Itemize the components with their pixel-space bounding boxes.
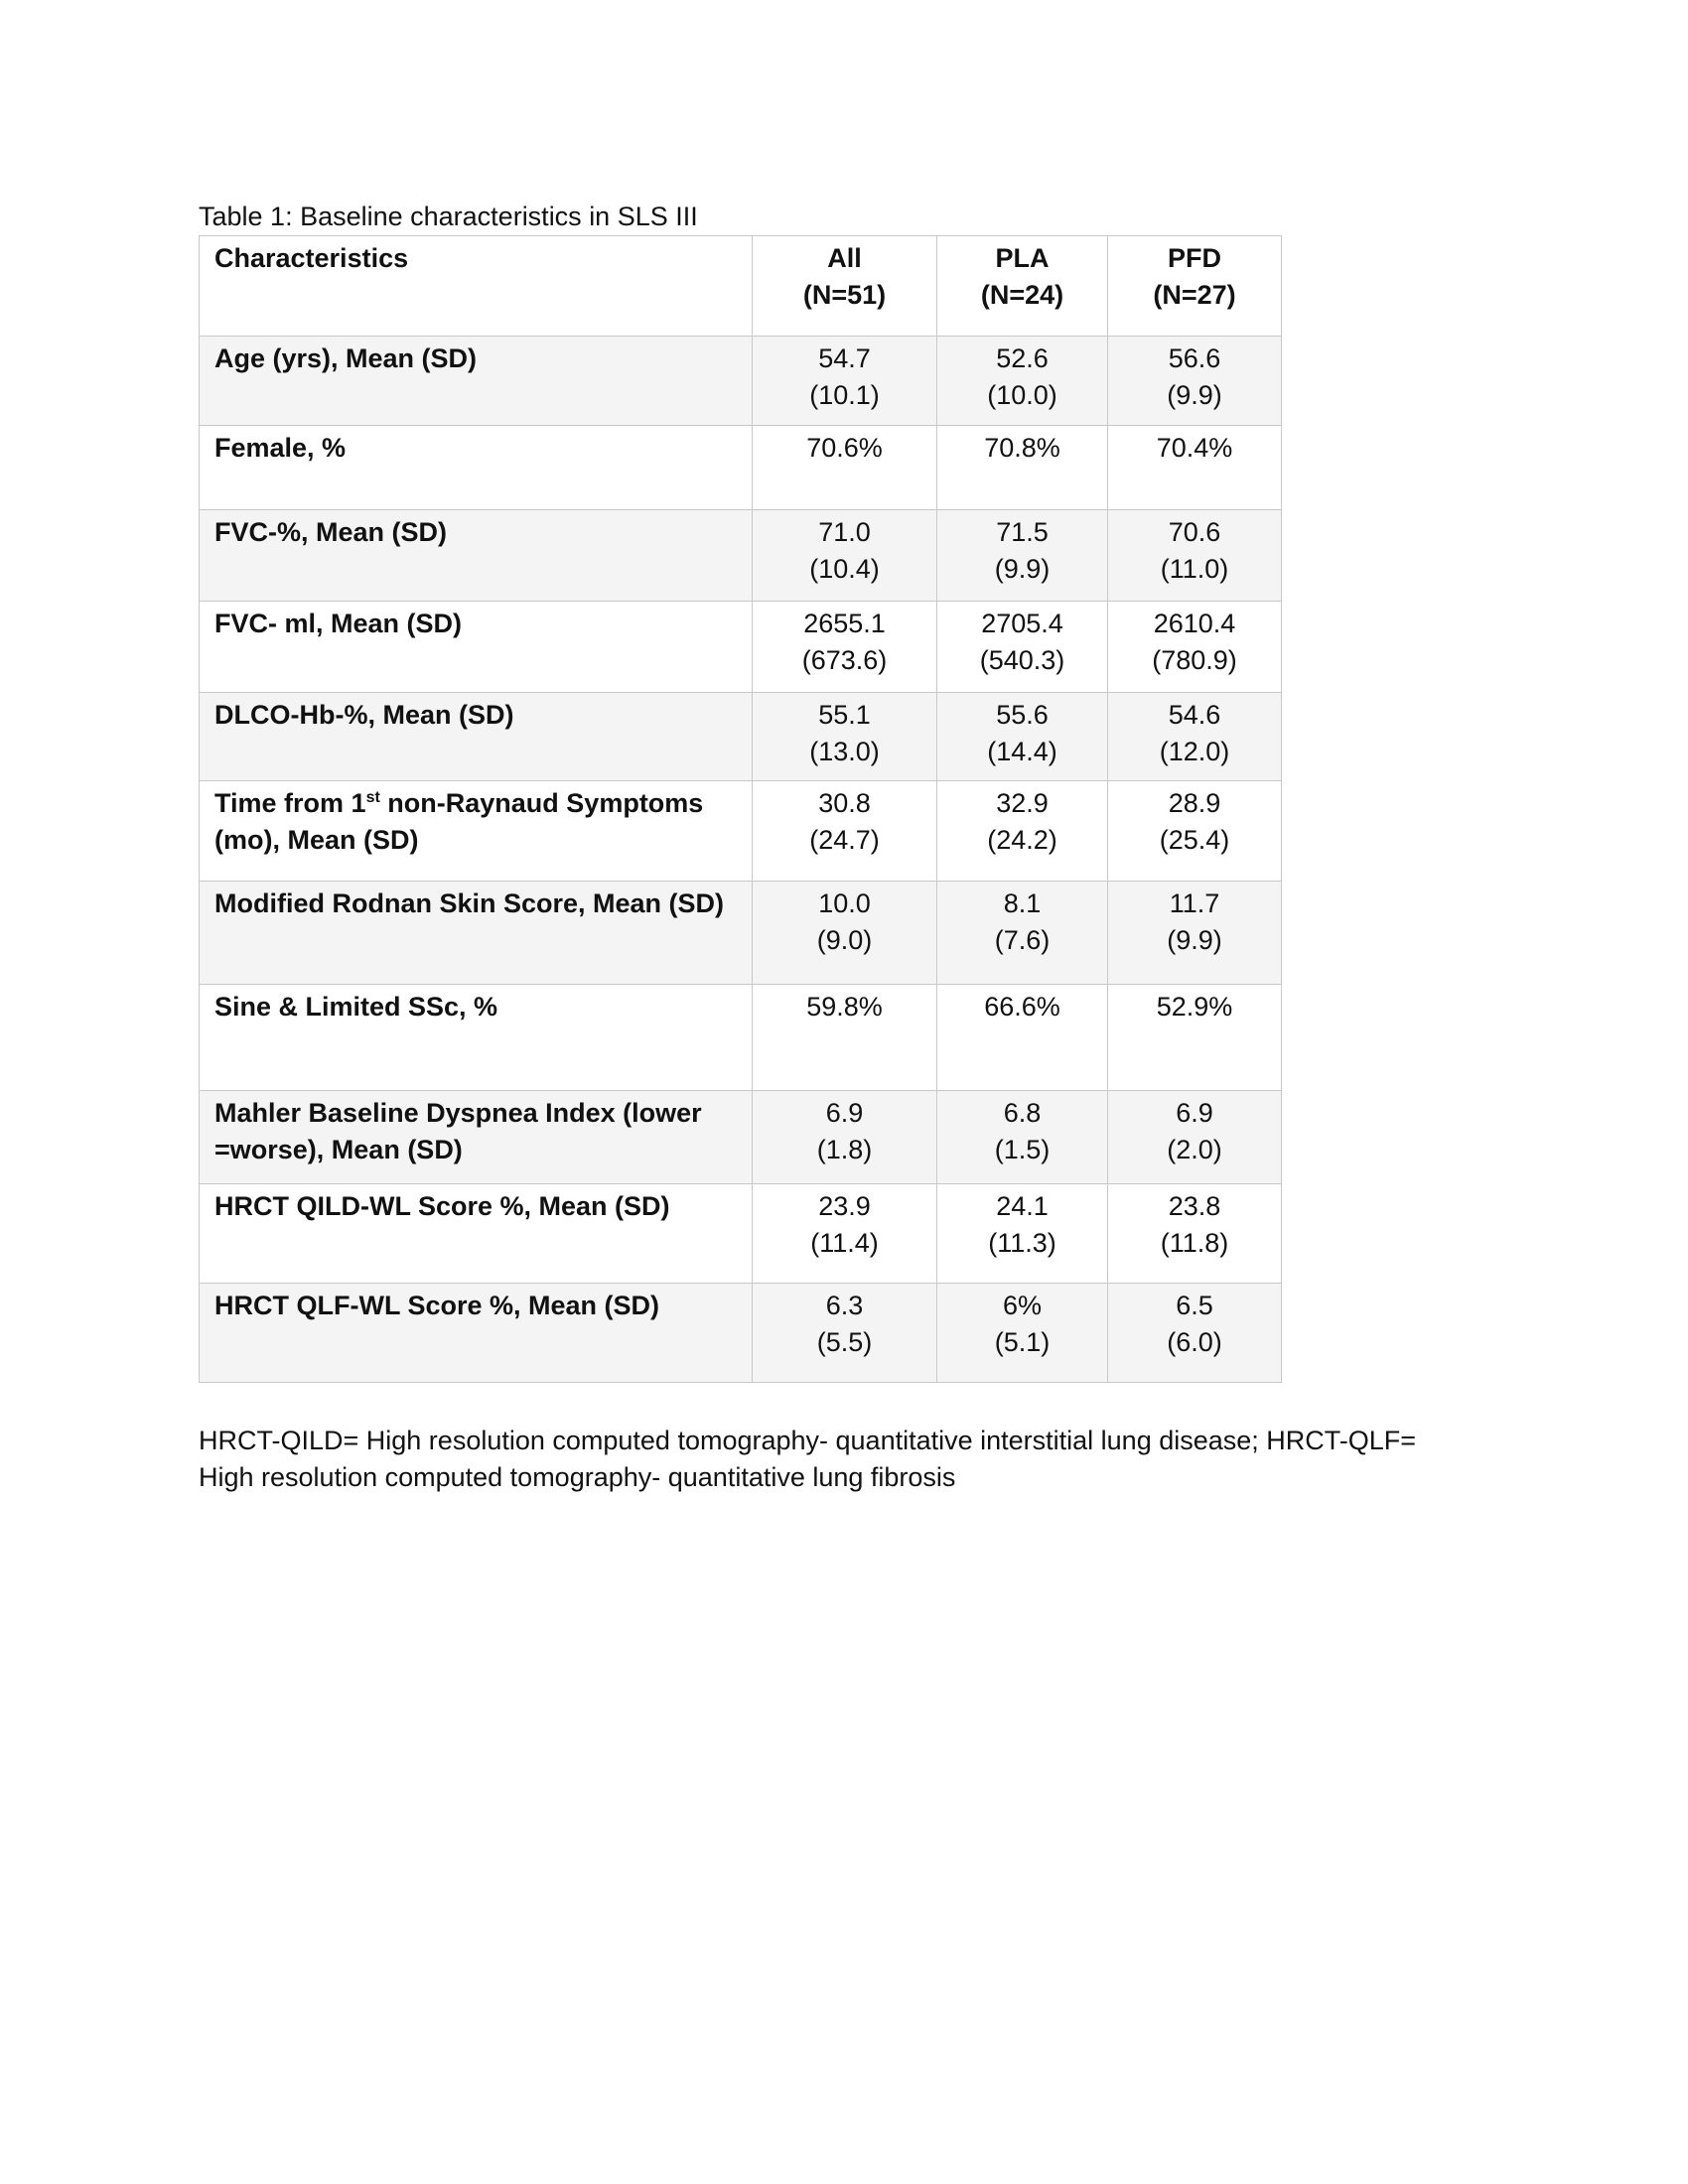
table-row: [200, 510, 1282, 602]
value-cell-all: [753, 985, 937, 1091]
value-cell-pla: [937, 1091, 1108, 1184]
value-cell-all: [753, 1284, 937, 1383]
value-percent: 70.8%: [984, 433, 1060, 463]
table-row: [200, 426, 1282, 510]
column-header-all: [753, 236, 937, 337]
value-sd: (9.9): [1167, 925, 1222, 955]
value-mean: 11.7: [1169, 888, 1220, 918]
value-cell-pfd: [1108, 882, 1282, 985]
row-label-line-1: [214, 785, 742, 822]
value-sd: (10.1): [809, 380, 880, 410]
value-cell-pla: [937, 693, 1108, 781]
column-header-characteristics: Characteristics: [200, 236, 753, 337]
value-mean: 71.0: [818, 517, 871, 547]
value-mean: 10.0: [818, 888, 871, 918]
value-cell-all: [753, 602, 937, 693]
value-cell-all: [753, 510, 937, 602]
row-label-suffix: non-Raynaud Symptoms: [379, 788, 704, 818]
value-mean: 2610.4: [1153, 609, 1236, 638]
value-sd: (5.1): [994, 1327, 1051, 1357]
row-label: [200, 781, 753, 882]
column-header-pfd: [1108, 236, 1282, 337]
row-label: FVC- ml, Mean (SD): [200, 602, 753, 693]
value-sd: (1.5): [994, 1135, 1051, 1164]
value-mean: 6%: [1002, 1291, 1043, 1320]
value-cell-all: [753, 1184, 937, 1284]
value-sd: (9.0): [816, 925, 873, 955]
value-sd: (11.8): [1160, 1228, 1229, 1258]
value-sd: (11.0): [1160, 554, 1229, 584]
value-mean: 54.7: [818, 343, 871, 373]
value-mean: 55.6: [996, 700, 1049, 730]
row-label-line-1: Mahler Baseline Dyspnea Index (lower: [214, 1098, 702, 1128]
value-cell-pla: [937, 882, 1108, 985]
value-cell-all: [753, 882, 937, 985]
value-mean: 23.9: [818, 1191, 871, 1221]
value-cell-pfd: [1108, 510, 1282, 602]
row-label-line-2: =worse), Mean (SD): [214, 1135, 463, 1164]
value-mean: 2705.4: [981, 609, 1063, 638]
value-cell-pfd: [1108, 426, 1282, 510]
value-mean: 2655.1: [803, 609, 886, 638]
value-sd: (10.0): [987, 380, 1057, 410]
column-header-n: (N=51): [802, 280, 887, 310]
table-row: [200, 781, 1282, 882]
baseline-characteristics-table: [199, 235, 1282, 1383]
table-footnote: [199, 1423, 1509, 1496]
value-mean: 56.6: [1168, 343, 1221, 373]
value-mean: 6.8: [1003, 1098, 1042, 1128]
value-cell-pla: [937, 781, 1108, 882]
value-mean: 55.1: [818, 700, 871, 730]
table-row: [200, 882, 1282, 985]
value-cell-pfd: [1108, 985, 1282, 1091]
table-row: [200, 1184, 1282, 1284]
value-percent: 70.6%: [806, 433, 883, 463]
column-header-n: (N=27): [1153, 280, 1236, 310]
column-header-name: PLA: [995, 243, 1050, 273]
value-percent: 52.9%: [1156, 992, 1233, 1022]
row-label: Sine & Limited SSc, %: [200, 985, 753, 1091]
value-mean: 52.6: [996, 343, 1049, 373]
row-label-line-2: (mo), Mean (SD): [214, 825, 419, 855]
row-label: Modified Rodnan Skin Score, Mean (SD): [200, 882, 753, 985]
value-mean: 6.9: [825, 1098, 864, 1128]
value-sd: (780.9): [1152, 645, 1237, 675]
value-sd: (13.0): [809, 737, 880, 766]
value-percent: 66.6%: [984, 992, 1060, 1022]
value-cell-pfd: [1108, 781, 1282, 882]
row-label-prefix: Time from 1: [214, 788, 366, 818]
value-sd: (11.4): [810, 1228, 879, 1258]
table-row: [200, 602, 1282, 693]
value-cell-pfd: [1108, 337, 1282, 426]
column-header-n: (N=24): [980, 280, 1064, 310]
value-sd: (12.0): [1159, 737, 1230, 766]
value-mean: 6.3: [825, 1291, 864, 1320]
value-sd: (540.3): [979, 645, 1065, 675]
value-cell-pfd: [1108, 1184, 1282, 1284]
row-label: Age (yrs), Mean (SD): [200, 337, 753, 426]
value-mean: 30.8: [818, 788, 871, 818]
value-sd: (24.2): [987, 825, 1057, 855]
value-mean: 54.6: [1168, 700, 1221, 730]
value-sd: (2.0): [1167, 1135, 1222, 1164]
value-sd: (6.0): [1167, 1327, 1222, 1357]
row-label: [200, 1091, 753, 1184]
value-cell-pfd: [1108, 1284, 1282, 1383]
value-sd: (673.6): [801, 645, 888, 675]
value-sd: (25.4): [1159, 825, 1230, 855]
value-mean: 23.8: [1168, 1191, 1221, 1221]
value-cell-pla: [937, 337, 1108, 426]
value-sd: (10.4): [809, 554, 880, 584]
value-cell-pla: [937, 426, 1108, 510]
value-sd: (9.9): [1167, 380, 1222, 410]
column-header-name: PFD: [1168, 243, 1221, 273]
value-sd: (9.9): [994, 554, 1051, 584]
table-row: [200, 1091, 1282, 1184]
value-mean: 6.9: [1176, 1098, 1213, 1128]
value-cell-pla: [937, 1284, 1108, 1383]
row-label-superscript: st: [365, 789, 380, 806]
value-mean: 8.1: [1003, 888, 1042, 918]
value-cell-pla: [937, 510, 1108, 602]
value-percent: 59.8%: [806, 992, 883, 1022]
footnote-line-2: High resolution computed tomography- quantitative lung fibrosis: [199, 1462, 956, 1492]
value-sd: (11.3): [988, 1228, 1056, 1258]
value-mean: 28.9: [1168, 788, 1221, 818]
table-row: [200, 337, 1282, 426]
table-row: [200, 985, 1282, 1091]
row-label: Female, %: [200, 426, 753, 510]
row-label: HRCT QLF-WL Score %, Mean (SD): [200, 1284, 753, 1383]
value-sd: (5.5): [816, 1327, 873, 1357]
value-cell-pla: [937, 602, 1108, 693]
value-sd: (14.4): [987, 737, 1057, 766]
value-sd: (1.8): [816, 1135, 873, 1164]
footnote-line-1: HRCT-QILD= High resolution computed tomography- quantitative interstitial lung disease; HRCT-QLF=: [199, 1426, 1417, 1455]
value-cell-pfd: [1108, 602, 1282, 693]
value-mean: 70.6: [1168, 517, 1221, 547]
table-row: [200, 693, 1282, 781]
value-mean: 24.1: [996, 1191, 1049, 1221]
value-sd: (7.6): [994, 925, 1051, 955]
value-mean: 32.9: [996, 788, 1049, 818]
column-header-pla: [937, 236, 1108, 337]
value-mean: 71.5: [996, 517, 1049, 547]
value-percent: 70.4%: [1156, 433, 1233, 463]
value-cell-all: [753, 781, 937, 882]
value-cell-all: [753, 337, 937, 426]
value-cell-pfd: [1108, 693, 1282, 781]
value-sd: (24.7): [809, 825, 880, 855]
table-header-row: [200, 236, 1282, 337]
table-caption: Table 1: Baseline characteristics in SLS III: [199, 202, 698, 231]
value-cell-all: [753, 693, 937, 781]
value-cell-pla: [937, 985, 1108, 1091]
value-cell-pla: [937, 1184, 1108, 1284]
column-header-name: All: [827, 243, 862, 273]
row-label: HRCT QILD-WL Score %, Mean (SD): [200, 1184, 753, 1284]
value-mean: 6.5: [1176, 1291, 1213, 1320]
value-cell-pfd: [1108, 1091, 1282, 1184]
value-cell-all: [753, 1091, 937, 1184]
value-cell-all: [753, 426, 937, 510]
row-label: FVC-%, Mean (SD): [200, 510, 753, 602]
table-row: [200, 1284, 1282, 1383]
row-label: DLCO-Hb-%, Mean (SD): [200, 693, 753, 781]
